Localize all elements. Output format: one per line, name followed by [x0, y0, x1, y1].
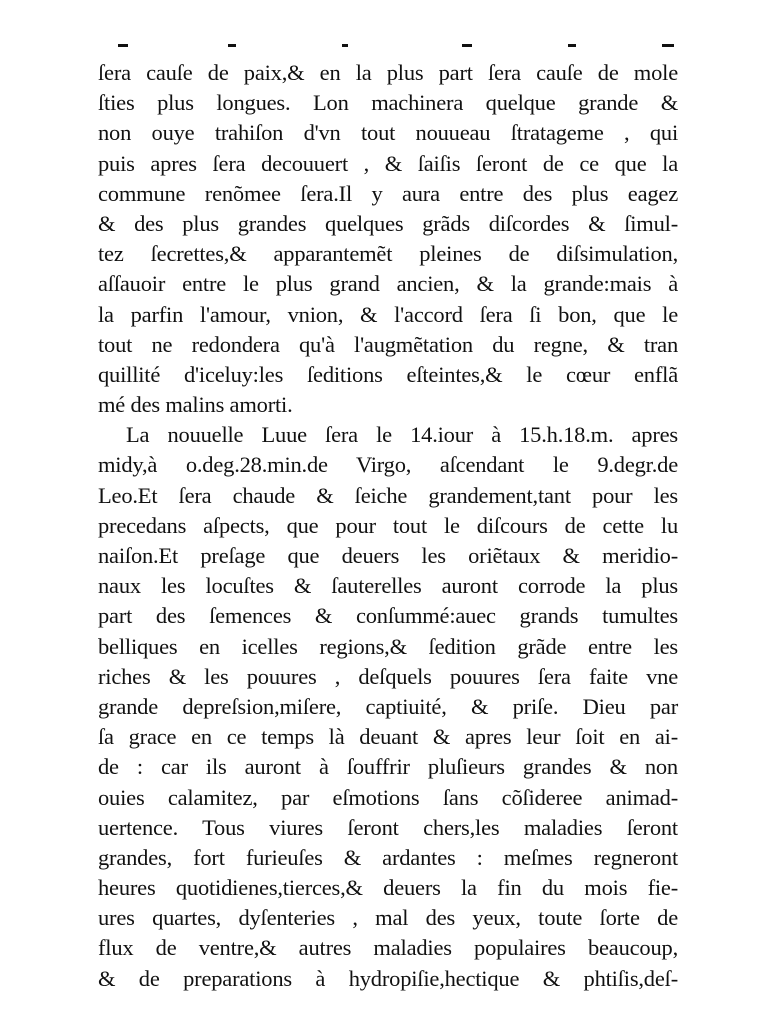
text-line: riches & les pouures , deſquels pouures ſera faite vne	[98, 663, 678, 689]
text-line: & de preparations à hydropiſie,hectique & phtiſis,deſ-	[98, 965, 678, 991]
paragraph-1	[98, 58, 678, 420]
text-line: & des plus grandes quelques grãds diſcordes & ſimul-	[98, 210, 678, 236]
text-line: aſſauoir entre le plus grand ancien, & la grande:mais à	[98, 271, 678, 297]
text-line: tez ſecrettes,& apparantemẽt pleines de diſsimulation,	[98, 241, 678, 267]
text-line: part des ſemences & conſummé:auec grands tumultes	[98, 603, 678, 629]
text-line: commune renõmee ſera.Il y aura entre des plus eagez	[98, 180, 678, 206]
text-line: ouies calamitez, par eſmotions ſans cõſideree animad-	[98, 784, 678, 810]
text-line: flux de ventre,& autres maladies populaires beaucoup,	[98, 935, 678, 961]
text-line: puis apres ſera decouuert , & ſaiſis ſeront de ce que la	[98, 150, 678, 176]
paragraph-2	[98, 420, 678, 994]
text-line: non ouye trahiſon d'vn tout nouueau ſtratageme , qui	[98, 120, 678, 146]
text-line: midy,à o.deg.28.min.de Virgo, aſcendant le 9.degr.de	[98, 452, 678, 478]
cropped-previous-line-marks	[110, 38, 680, 52]
text-line: grandes, fort furieuſes & ardantes : meſmes regneront	[98, 844, 678, 870]
text-line: ſera cauſe de paix,& en la plus part ſera cauſe de mole	[98, 60, 678, 85]
text-line: grande depreſsion,miſere, captiuité, & priſe. Dieu par	[98, 693, 678, 719]
text-line: ſties plus longues. Lon machinera quelque grande &	[98, 90, 678, 116]
text-line: de : car ils auront à ſouffrir pluſieurs grandes & non	[98, 754, 678, 780]
text-line: ſa grace en ce temps là deuant & apres leur ſoit en ai-	[98, 724, 678, 750]
text-line: la parfin l'amour, vnion, & l'accord ſera ſi bon, que le	[98, 301, 678, 327]
text-line: ures quartes, dyſenteries , mal des yeux, toute ſorte de	[98, 905, 678, 931]
text-line: Leo.Et ſera chaude & ſeiche grandement,tant pour les	[98, 482, 678, 508]
text-line: heures quotidienes,tierces,& deuers la fin du mois fie-	[98, 875, 678, 901]
text-line: quillité d'iceluy:les ſeditions eſteintes,& le cœur enflã	[98, 361, 678, 387]
text-line: naiſon.Et preſage que deuers les oriẽtaux & meridio-	[98, 543, 678, 568]
text-line: uertence. Tous viures ſeront chers,les maladies ſeront	[98, 814, 678, 840]
text-line: precedans aſpects, que pour tout le diſcours de cette lu	[98, 512, 678, 538]
body-text	[98, 58, 678, 994]
text-line: mé des malins amorti.	[98, 392, 293, 418]
text-line: tout ne redondera qu'à l'augmẽtation du regne, & tran	[98, 331, 678, 357]
text-line: La nouuelle Luue ſera le 14.iour à 15.h.18.m. apres	[126, 422, 678, 448]
text-line: belliques en icelles regions,& ſedition grãde entre les	[98, 633, 678, 659]
text-line: naux les locuſtes & ſauterelles auront corrode la plus	[98, 573, 678, 599]
